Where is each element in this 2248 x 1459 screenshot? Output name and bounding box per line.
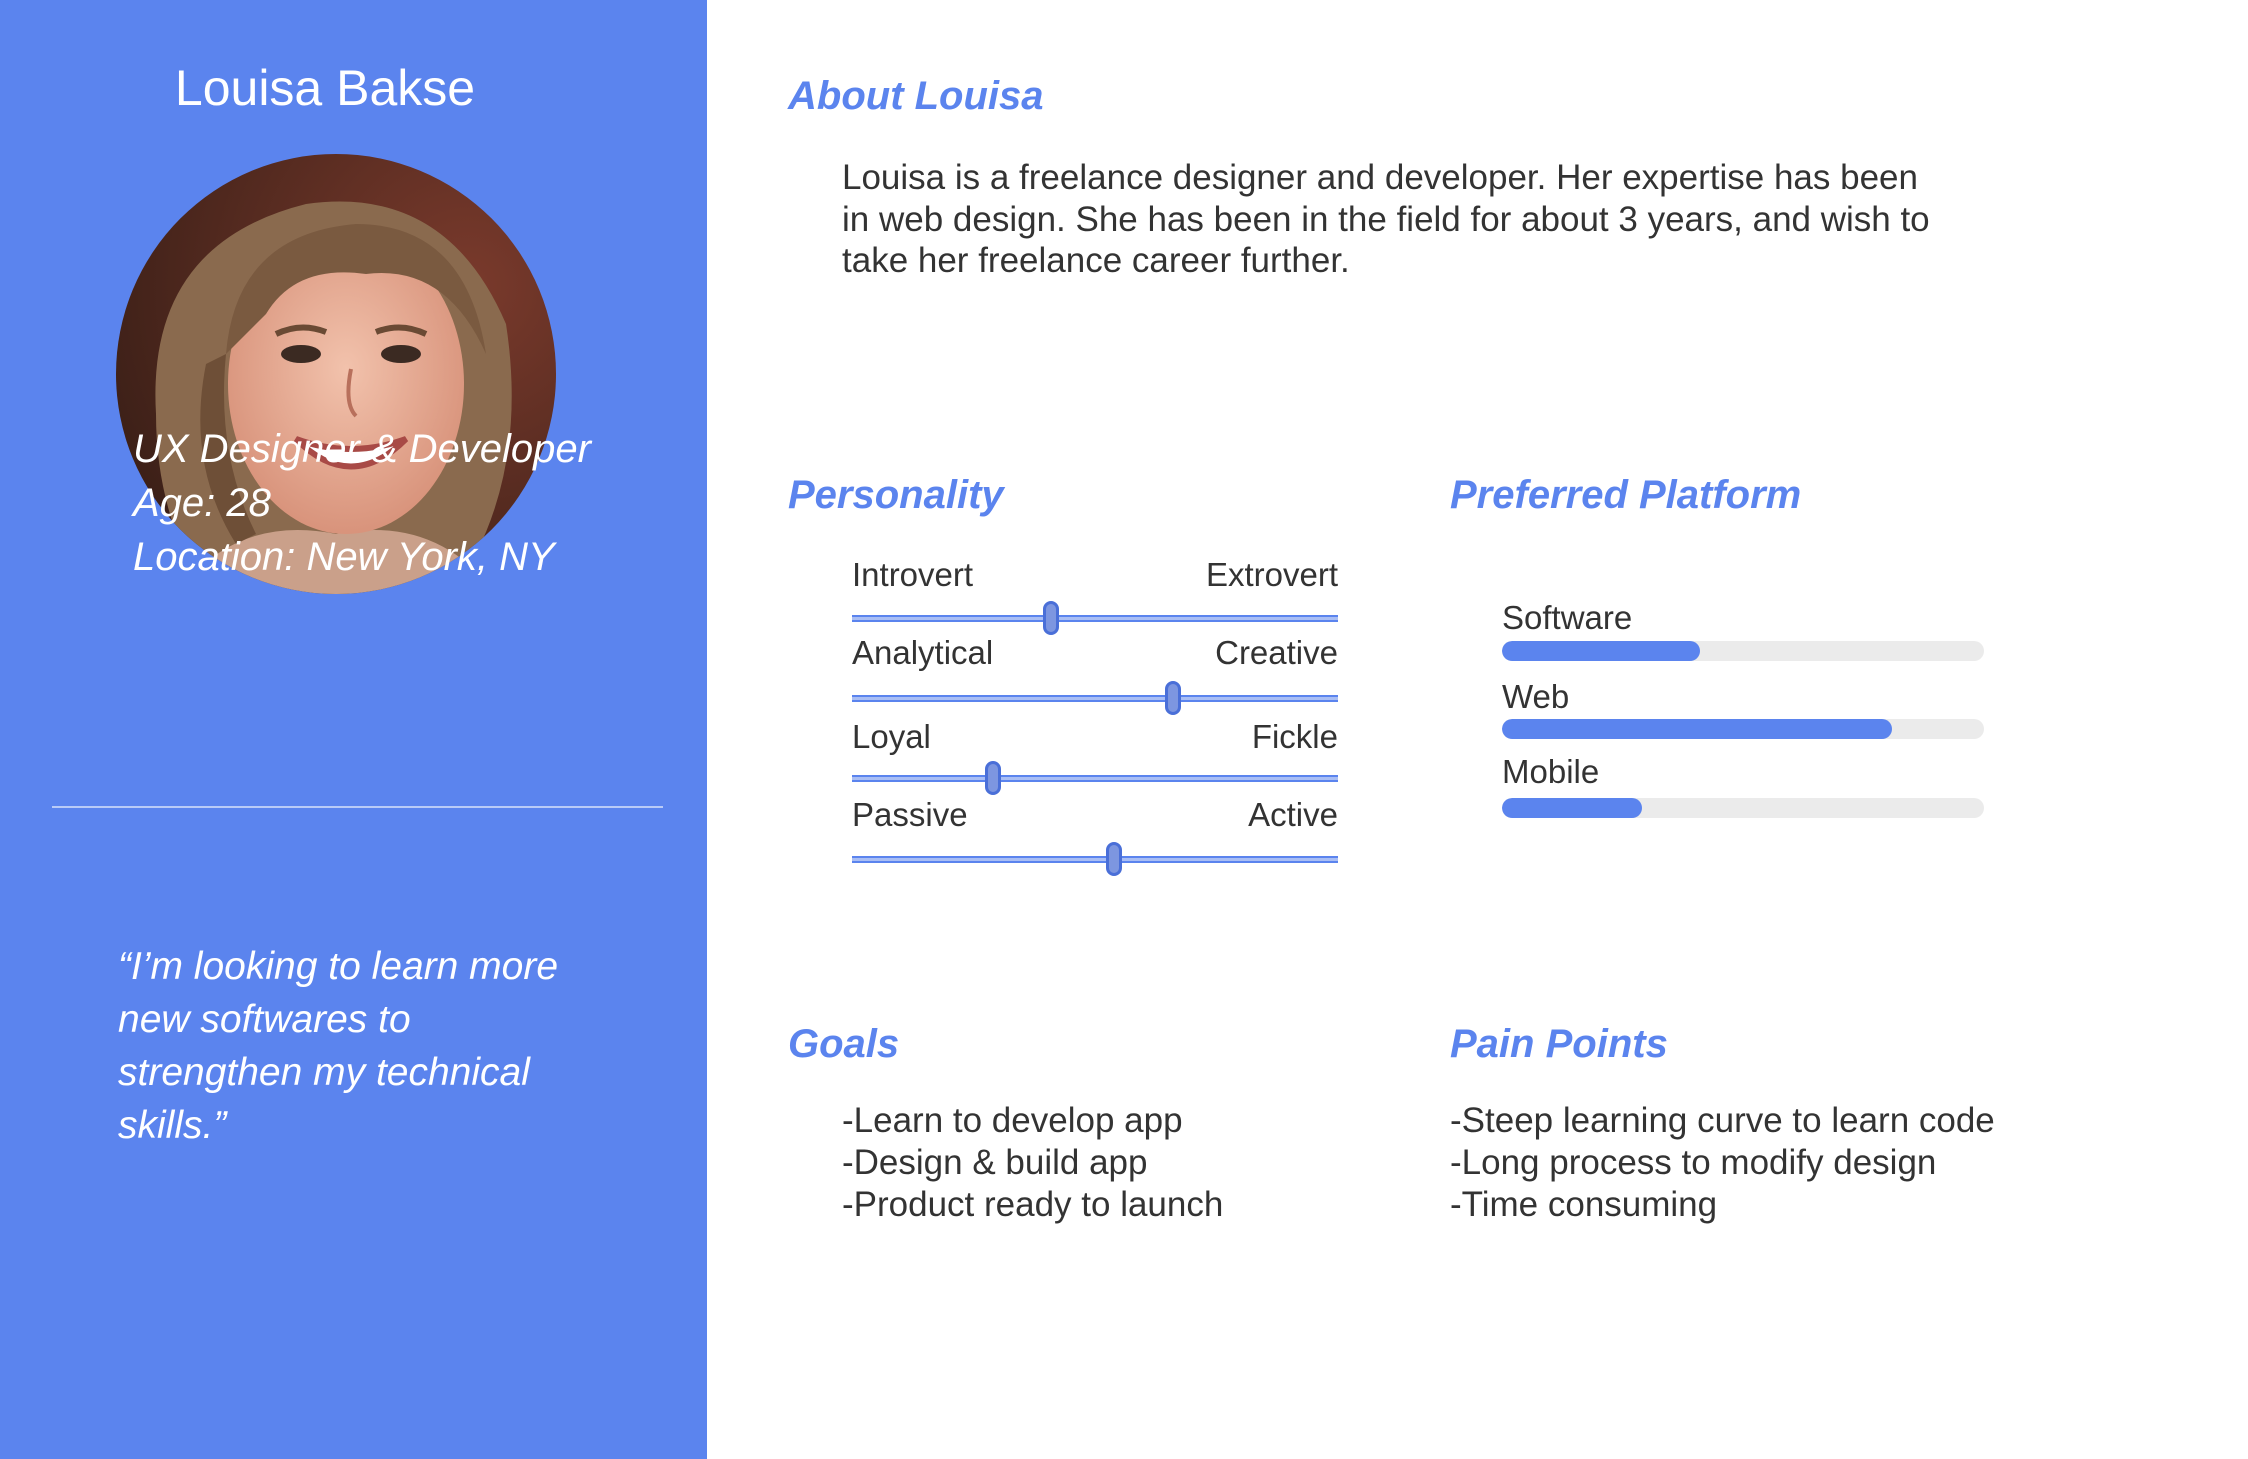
personality-title: Personality <box>788 473 1004 517</box>
quote-line: new softwares to <box>118 998 411 1041</box>
trait-slider-thumb[interactable] <box>1043 601 1059 635</box>
trait-right-label: Active <box>1248 796 1338 833</box>
trait-slider-track <box>852 695 1338 702</box>
pain-points-title: Pain Points <box>1450 1022 1668 1066</box>
pain-point-item: -Long process to modify design <box>1450 1143 1937 1182</box>
goals-title: Goals <box>788 1022 900 1066</box>
persona-name: Louisa Bakse <box>174 60 476 116</box>
about-text-line: in web design. She has been in the field for about 3 years, and wish to <box>842 200 1930 239</box>
platform-bar-track <box>1502 798 1984 818</box>
trait-left-label: Analytical <box>852 634 994 671</box>
trait-right-label: Creative <box>1215 634 1338 671</box>
goal-item: -Learn to develop app <box>842 1101 1183 1140</box>
trait-slider-thumb[interactable] <box>985 761 1001 795</box>
platform-title: Preferred Platform <box>1450 473 1802 517</box>
platform-bar-track <box>1502 719 1984 739</box>
platform-label: Software <box>1502 599 1633 636</box>
quote-line: “I’m looking to learn more <box>118 945 559 988</box>
persona-location: Location: New York, NY <box>133 535 555 579</box>
trait-slider-track <box>852 775 1338 782</box>
persona-sidebar <box>0 0 707 1459</box>
about-text-line: take her freelance career further. <box>842 241 1350 280</box>
quote-line: strengthen my technical <box>118 1051 530 1094</box>
trait-left-label: Loyal <box>852 718 931 755</box>
trait-slider-track <box>852 615 1338 622</box>
platform-label: Web <box>1502 678 1570 715</box>
trait-left-label: Introvert <box>852 556 974 593</box>
trait-slider-thumb[interactable] <box>1106 842 1122 876</box>
trait-right-label: Extrovert <box>1205 556 1338 593</box>
goal-item: -Design & build app <box>842 1143 1148 1182</box>
goal-item: -Product ready to launch <box>842 1185 1224 1224</box>
persona-role: UX Designer & Developer <box>133 427 591 471</box>
persona-age: Age: 28 <box>133 481 271 525</box>
about-text-line: Louisa is a freelance designer and developer. Her expertise has been <box>842 158 1918 197</box>
platform-bar-track <box>1502 641 1984 661</box>
about-title: About Louisa <box>788 74 1044 118</box>
pain-point-item: -Time consuming <box>1450 1185 1718 1224</box>
pain-point-item: -Steep learning curve to learn code <box>1450 1101 1995 1140</box>
platform-bar-fill <box>1502 641 1700 661</box>
sidebar-divider <box>52 806 663 808</box>
trait-right-label: Fickle <box>1251 718 1338 755</box>
platform-bar-fill <box>1502 798 1642 818</box>
trait-left-label: Passive <box>852 796 968 833</box>
quote-line: skills.” <box>118 1104 227 1147</box>
platform-label: Mobile <box>1502 753 1600 790</box>
trait-slider-track <box>852 856 1338 863</box>
trait-slider-thumb[interactable] <box>1165 681 1181 715</box>
platform-bar-fill <box>1502 719 1892 739</box>
